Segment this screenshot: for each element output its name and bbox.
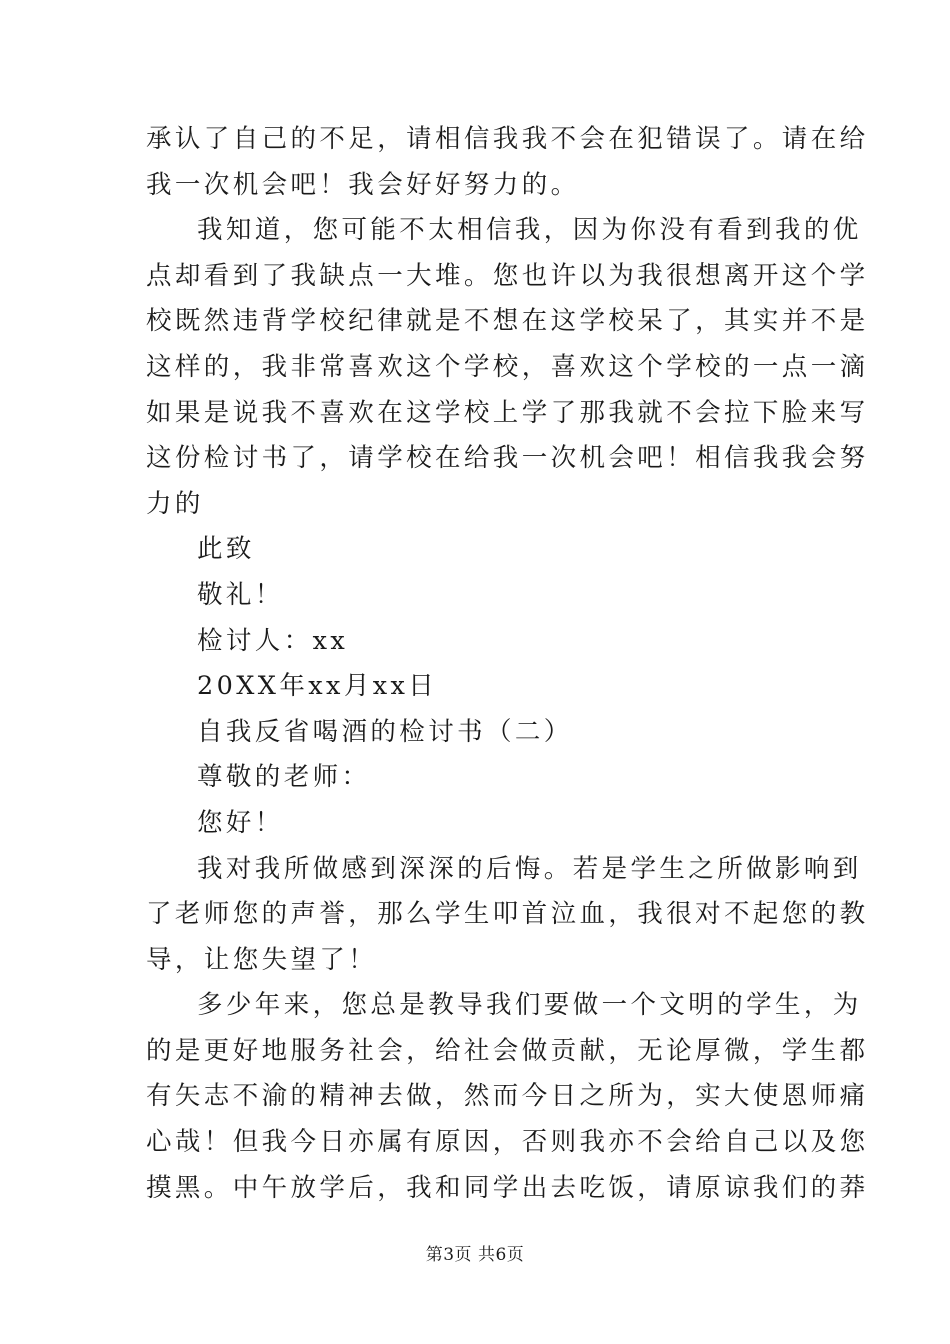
text-line: 导，让您失望了！ (146, 944, 378, 975)
text-line: 了老师您的声誉，那么学生叩首泣血，我很对不起您的教 (146, 899, 869, 930)
text-line: 有矢志不渝的精神去做，然而今日之所为，实大使恩师痛 (146, 1081, 869, 1112)
paragraph-start: 多少年来，您总是教导我们要做一个文明的学生，为 (197, 990, 862, 1021)
text-line: 校既然违背学校纪律就是不想在这学校呆了，其实并不是 (146, 306, 869, 337)
salutation-closing: 敬礼！ (197, 579, 284, 610)
date-line: 20XX年xx月xx日 (197, 671, 438, 702)
text-line: 这份检讨书了，请学校在给我一次机会吧！相信我我会努 (146, 443, 869, 474)
signature-line: 检讨人：xx (197, 625, 349, 656)
text-line: 力的 (146, 488, 204, 519)
text-line: 心哉！但我今日亦属有原因，否则我亦不会给自己以及您 (146, 1127, 869, 1158)
page-number-footer: 第3页 共6页 (425, 1245, 525, 1265)
text-line: 的是更好地服务社会，给社会做贡献，无论厚微，学生都 (146, 1035, 869, 1066)
paragraph-start: 我知道，您可能不太相信我，因为你没有看到我的优 (197, 215, 862, 246)
section-title: 自我反省喝酒的检讨书（二） (197, 716, 573, 747)
text-line: 如果是说我不喜欢在这学校上学了那我就不会拉下脸来写 (146, 397, 869, 428)
document-body (146, 117, 869, 1211)
text-line: 摸黑。中午放学后，我和同学出去吃饭，请原谅我们的莽 (146, 1172, 869, 1203)
paragraph-start: 我对我所做感到深深的后悔。若是学生之所做影响到 (197, 853, 862, 884)
greeting-line: 您好！ (197, 807, 284, 838)
text-line: 我一次机会吧！我会好好努力的。 (146, 169, 580, 200)
closing-phrase: 此致 (197, 534, 255, 565)
text-line: 这样的，我非常喜欢这个学校，喜欢这个学校的一点一滴 (146, 351, 869, 382)
greeting-line: 尊敬的老师： (197, 762, 371, 793)
text-line: 点却看到了我缺点一大堆。您也许以为我很想离开这个学 (146, 260, 869, 291)
text-line: 承认了自己的不足，请相信我我不会在犯错误了。请在给 (146, 124, 869, 154)
